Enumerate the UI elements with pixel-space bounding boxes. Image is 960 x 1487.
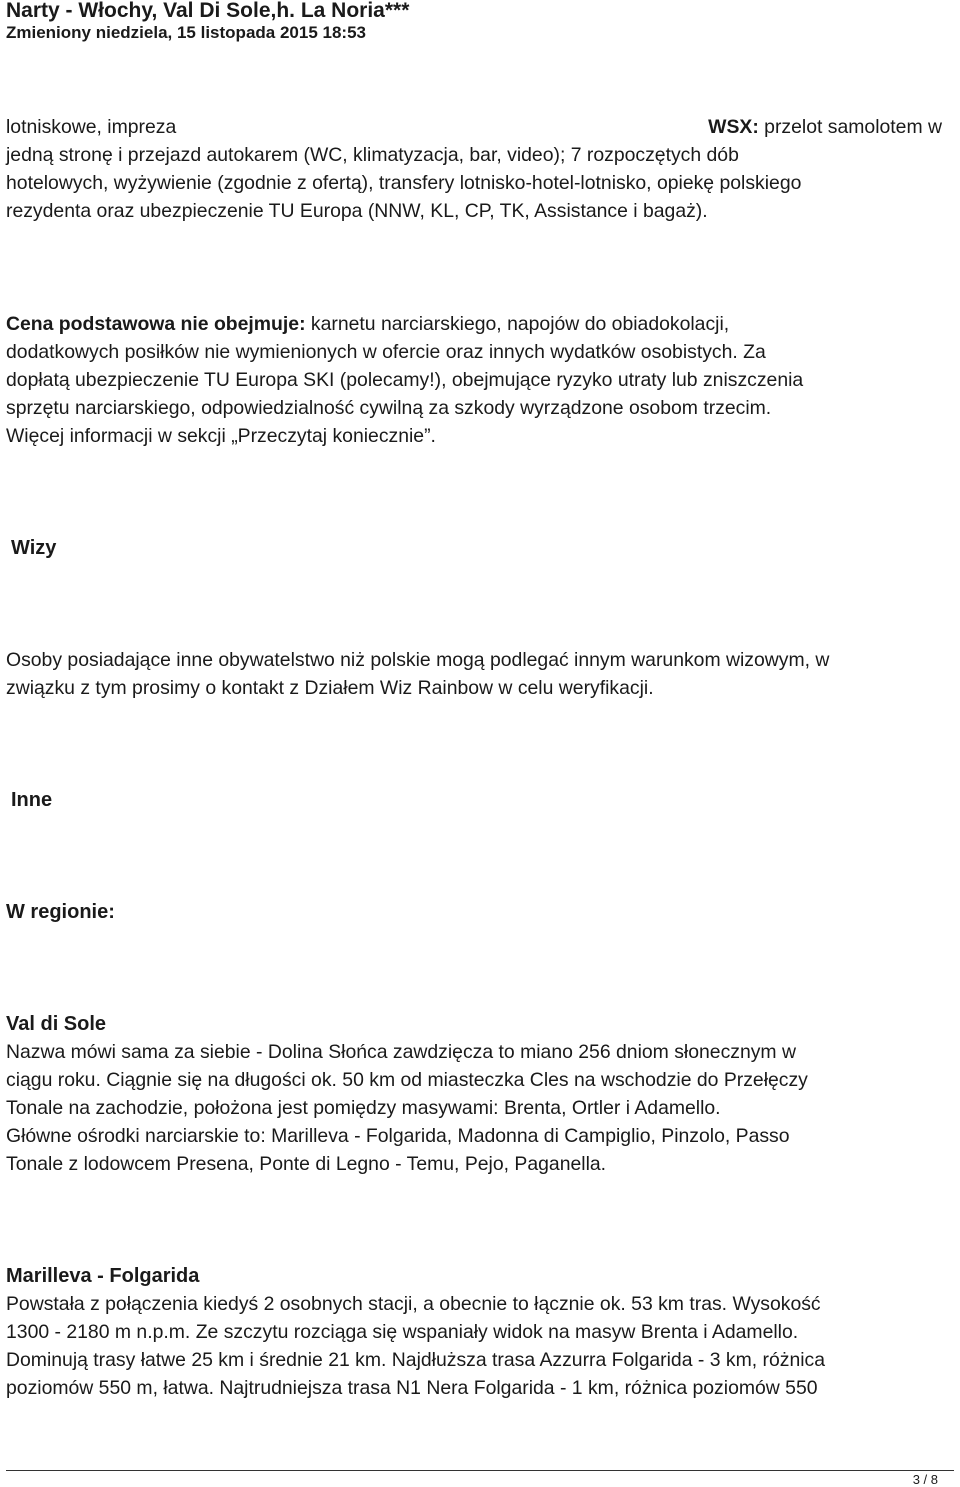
page-number: 3 / 8: [912, 1472, 938, 1487]
document-title: Narty - Włochy, Val Di Sole,h. La Noria***: [6, 0, 410, 22]
marilleva-line: poziomów 550 m, łatwa. Najtrudniejsza trasa N1 Nera Folgarida - 1 km, różnica poziomów 550: [6, 1377, 818, 1399]
val-di-sole-line: Nazwa mówi sama za siebie - Dolina Słońca zawdzięcza to miano 256 dniom słonecznym w: [6, 1041, 796, 1063]
intro-line: hotelowych, wyżywienie (zgodnie z ofertą), transfery lotnisko-hotel-lotnisko, opiekę polskiego: [6, 172, 802, 194]
section-heading-region: W regionie:: [6, 901, 115, 923]
price-line: dopłatą ubezpieczenie TU Europa SKI (polecamy!), obejmujące ryzyko utraty lub zniszczenia: [6, 369, 804, 391]
val-di-sole-heading: Val di Sole: [6, 1013, 107, 1035]
wizy-line: związku z tym prosimy o kontakt z Działem Wiz Rainbow w celu weryfikacji.: [6, 677, 654, 699]
price-exclusions-label: Cena podstawowa nie obejmuje:: [6, 313, 306, 335]
val-di-sole-section: [6, 1010, 808, 1178]
marilleva-line: Powstała z połączenia kiedyś 2 osobnych stacji, a obecnie to łącznie ok. 53 km tras. Wysokość: [6, 1293, 821, 1315]
intro-paragraph: [6, 113, 942, 225]
val-di-sole-line: Główne ośrodki narciarskie to: Marilleva - Folgarida, Madonna di Campiglio, Pinzolo, Passo: [6, 1125, 790, 1147]
val-di-sole-line: Tonale z lodowcem Presena, Ponte di Legno - Temu, Pejo, Paganella.: [6, 1153, 607, 1175]
val-di-sole-line: ciągu roku. Ciągnie się na długości ok. 50 km od miasteczka Cles na wschodzie do Przełęczy: [6, 1069, 808, 1091]
marilleva-heading: Marilleva - Folgarida: [6, 1265, 200, 1287]
price-exclusions-paragraph: Cena podstawowa nie obejmuje: karnetu narciarskiego, napojów do obiadokolacji, dodatkowych posiłków nie wymienionych w ofercie oraz innych wydatków osobistych. Za dopłatą ubezpieczenie TU Europa SKI (polecamy!), obejmujące ryzyko utraty lub zniszczenia sprzętu narciarskiego, odpowiedzialność cywilną za szkody wyrządzone osobom trzecim. Więcej informacji w sekcji „Przeczytaj koniecznie”.: [6, 310, 803, 450]
document-modified-date: Zmieniony niedziela, 15 listopada 2015 18:53: [6, 23, 366, 42]
intro-line: jedną stronę i przejazd autokarem (WC, klimatyzacja, bar, video); 7 rozpoczętych dób: [6, 144, 739, 166]
price-line: Więcej informacji w sekcji „Przeczytaj koniecznie”.: [6, 425, 436, 447]
wizy-paragraph: [6, 646, 829, 702]
footer-divider: [6, 1470, 954, 1471]
intro-lead: lotniskowe, impreza: [6, 116, 177, 138]
marilleva-section: [6, 1262, 825, 1402]
section-heading-wizy: Wizy: [11, 537, 57, 559]
document-header: [6, 0, 409, 44]
wsx-label: WSX:: [708, 116, 759, 138]
price-line: dodatkowych posiłków nie wymienionych w ofercie oraz innych wydatków osobistych. Za: [6, 341, 766, 363]
val-di-sole-line: Tonale na zachodzie, położona jest pomiędzy masywami: Brenta, Ortler i Adamello.: [6, 1097, 721, 1119]
wizy-line: Osoby posiadające inne obywatelstwo niż polskie mogą podlegać innym warunkom wizowym, w: [6, 649, 830, 671]
price-line: sprzętu narciarskiego, odpowiedzialność cywilną za szkody wyrządzone osobom trzecim.: [6, 397, 772, 419]
marilleva-line: 1300 - 2180 m n.p.m. Ze szczytu rozciąga się wspaniały widok na masyw Brenta i Adamello.: [6, 1321, 799, 1343]
wsx-text: przelot samolotem w: [758, 116, 942, 138]
section-heading-inne: Inne: [11, 789, 53, 811]
intro-line: rezydenta oraz ubezpieczenie TU Europa (NNW, KL, CP, TK, Assistance i bagaż).: [6, 200, 708, 222]
marilleva-line: Dominują trasy łatwe 25 km i średnie 21 km. Najdłuższa trasa Azzurra Folgarida - 3 km, różnica: [6, 1349, 826, 1371]
